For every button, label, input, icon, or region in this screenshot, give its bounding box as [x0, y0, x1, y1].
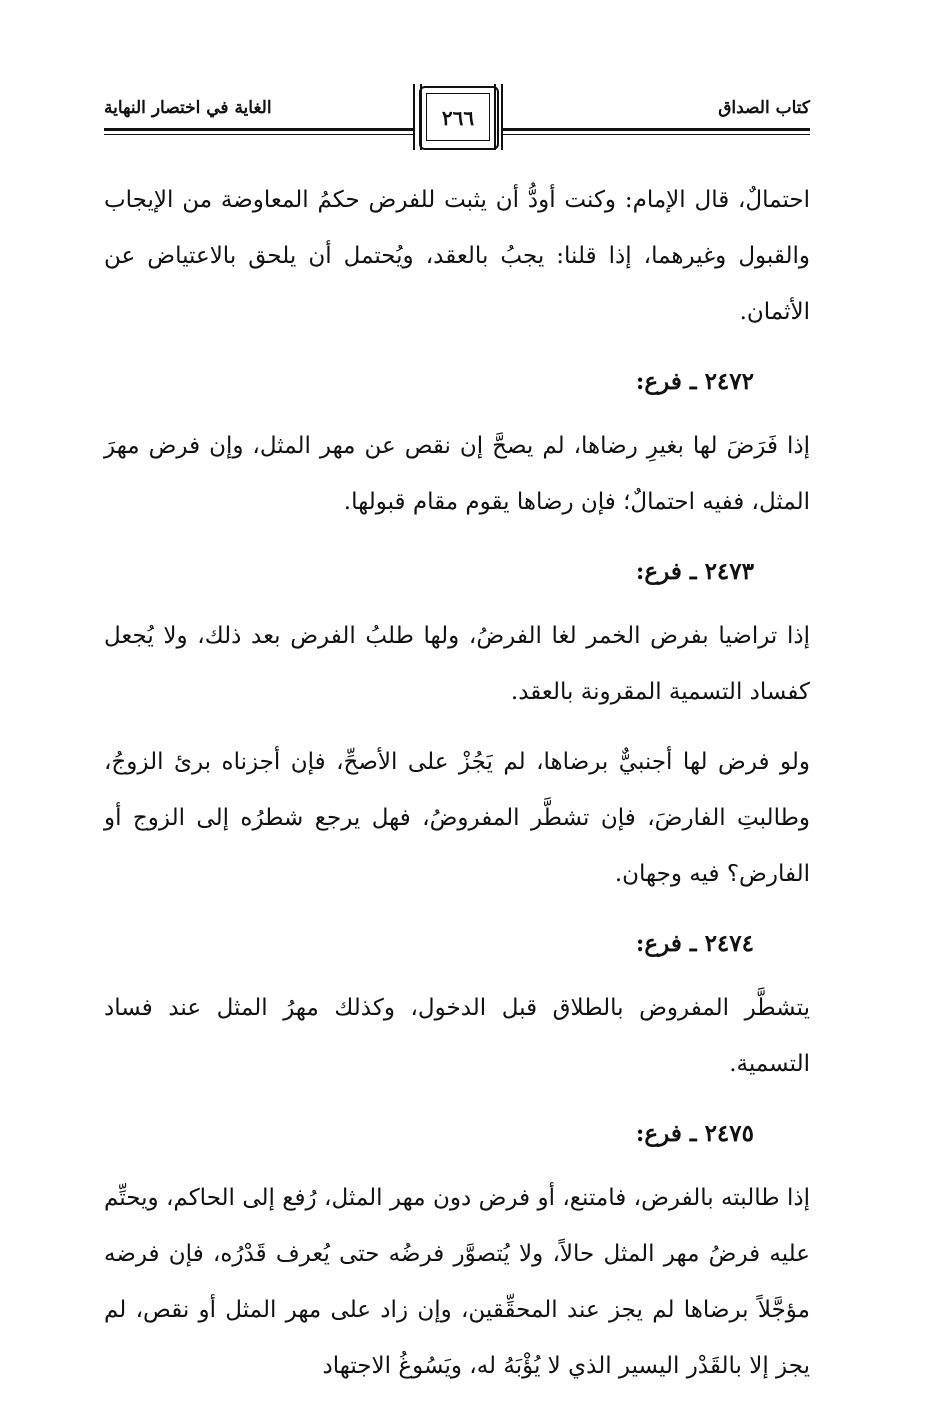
paragraph: يتشطَّر المفروض بالطلاق قبل الدخول، وكذلك مهرُ المثل عند فساد التسمية. [104, 995, 810, 1077]
chapter-title: كتاب الصداق [718, 98, 810, 118]
section-heading: ٢٤٧٤ ـ فرع: [635, 930, 754, 957]
book-title: الغاية في اختصار النهاية [104, 98, 272, 118]
page-number: ٢٦٦ [441, 106, 475, 130]
page-body [104, 172, 810, 1408]
page-number-frame [413, 84, 503, 152]
section-heading: ٢٤٧٥ ـ فرع: [635, 1120, 754, 1147]
section-heading: ٢٤٧٢ ـ فرع: [635, 368, 754, 395]
paragraph: إذا فَرَضَ لها بغيرِ رضاها، لم يصحَّ إن نقص عن مهر المثل، وإن فرض مهرَ المثل، ففيه احتمالٌ؛ فإن رضاها يقوم مقام قبولها. [104, 433, 810, 515]
paragraph: إذا طالبته بالفرض، فامتنع، أو فرض دون مهر المثل، رُفع إلى الحاكم، ويحتِّم عليه فرضُ مهر المثل حالاً، ولا يُتصوَّر فرضُه حتى يُعرف قَدْرُه، فإن فرضه مؤجَّلاً برضاها لم يجز عند المحقِّقين، وإن زاد على مهر المثل أو نقص، لم يجز إلا بالقَدْر اليسير الذي لا يُؤْبَهُ له، ويَسُوغُ الاجتهاد [104, 1185, 810, 1379]
section-heading: ٢٤٧٣ ـ فرع: [635, 558, 754, 585]
paragraph: إذا تراضيا بفرض الخمر لغا الفرضُ، ولها طلبُ الفرض بعد ذلك، ولا يُجعل كفساد التسمية المقرونة بالعقد. [104, 623, 810, 705]
paragraph: ولو فرض لها أجنبيٌّ برضاها، لم يَجُزْ على الأصحِّ، فإن أجزناه برئ الزوجُ، وطالبتِ الفارضَ، فإن تشطَّر المفروضُ، فهل يرجع شطرُه إلى الزوج أو الفارض؟ فيه وجهان. [104, 749, 810, 887]
paragraph: احتمالٌ، قال الإمام: وكنت أودُّ أن يثبت للفرض حكمُ المعاوضة من الإيجاب والقبول وغيرهما، إذا قلنا: يجبُ بالعقد، ويُحتمل أن يلحق بالاعتياض عن الأثمان. [104, 187, 810, 325]
running-header [104, 96, 810, 150]
